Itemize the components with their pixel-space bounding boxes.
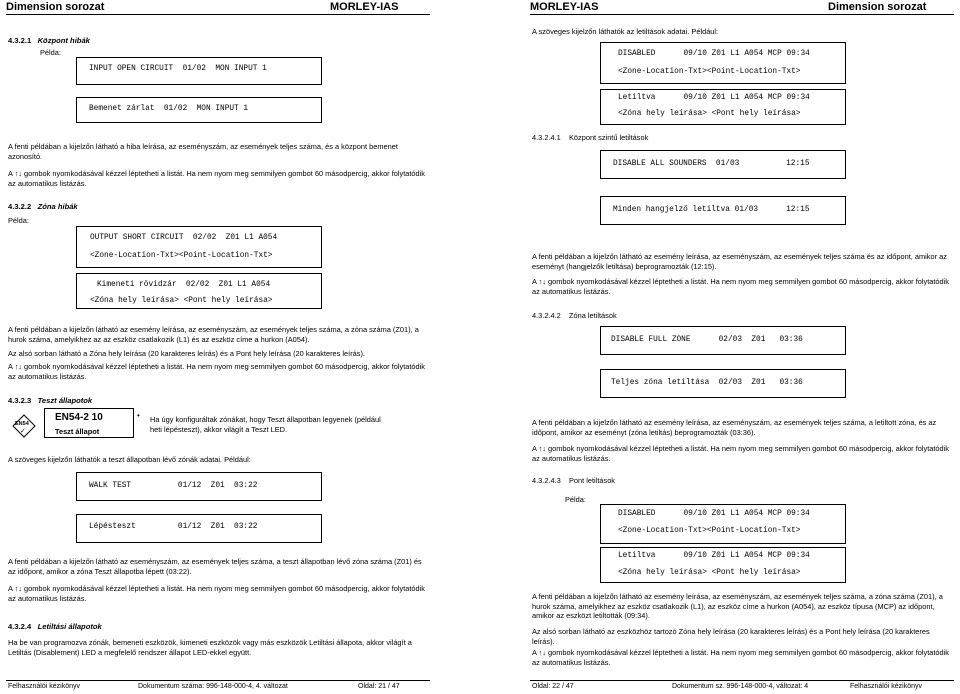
paragraph: Ha be van programozva zónák, bemeneti eszközök, kimeneti eszközök vagy más eszközök Letiltási állapota, akkor világít a Letiltás (Disablement) LED a megfelelő rendszer állapot LED-ekkel együtt.: [8, 638, 412, 657]
arrow-up-down-icon: ↑↓: [538, 277, 546, 286]
paragraph: A fenti példában a kijelzőn látható az esemény leírása, az eseményszám, az események teljes száma és az időpont, amikor az eseményt (hangjelzők letiltása) beprogramozták (12:15).: [532, 252, 947, 271]
paragraph: A ↑↓ gombok nyomkodásával kézzel léptetheti a listát. Ha nem nyom meg semmilyen gombot 60 másodpercig, akkor folytatódik az automatikus listázás.: [8, 362, 425, 381]
section-heading: 4.3.2.3 Teszt állapotok: [8, 396, 93, 405]
left-footer-rule: [6, 680, 430, 681]
footer-page: Oldal: 22 / 47: [532, 683, 574, 690]
paragraph: A ↑↓ gombok nyomkodásával kézzel léptetheti a listát. Ha nem nyom meg semmilyen gombot 60 másodpercig, akkor folytatódik az automatikus listázás.: [532, 444, 949, 463]
display-line: Letiltva 09/10 Z01 L1 A054 MCP 09:34: [618, 94, 810, 102]
section-heading: 4.3.2.4 Letiltási állapotok: [8, 622, 102, 631]
arrow-up-down-icon: ↑↓: [14, 362, 22, 371]
paragraph: A ↑↓ gombok nyomkodásával kézzel léptetheti a listát. Ha nem nyom meg semmilyen gombot 60 másodpercig, akkor folytatódik az automatikus listázás.: [532, 648, 949, 667]
arrow-up-down-icon: ↑↓: [14, 169, 22, 178]
display-box: [76, 57, 322, 85]
display-box: [600, 196, 846, 225]
footer-manual: Felhasználói kézikönyv: [850, 683, 922, 690]
display-line: <Zóna hely leírása> <Pont hely leírása>: [90, 297, 273, 305]
display-line: INPUT OPEN CIRCUIT 01/02 MON INPUT 1: [89, 65, 267, 73]
display-box: [76, 514, 322, 543]
display-box: [76, 226, 322, 268]
left-header-brand: MORLEY-IAS: [330, 1, 399, 13]
footer-doc-number: Dokumentum sz. 996-148-000-4, változat: 4: [672, 683, 809, 690]
arrow-up-down-icon: ↑↓: [14, 584, 22, 593]
paragraph: A fenti példában a kijelzőn látható az esemény leírása, az eseményszám, az események teljes száma, a zóna száma (Z01), a hurok száma, amelyikhez az az eszköz csatlakozik (L1) és az eszköz címe a hurkon (A054).: [8, 325, 419, 344]
section-heading: 4.3.2.4.3 Pont letiltások: [532, 476, 615, 485]
en54-reference-sub: Teszt állapot: [55, 427, 100, 436]
paragraph: Az alsó sorban látható a Zóna hely leírása (20 karakteres leírás) és a Pont hely leírása (20 karakteres leírás).: [8, 349, 365, 358]
display-line: Minden hangjelző letiltva 01/03 12:15: [613, 206, 810, 214]
display-line: <Zóna hely leírása> <Pont hely leírása>: [618, 569, 801, 577]
display-line: DISABLE FULL ZONE 02/03 Z01 03:36: [611, 336, 803, 344]
example-label: Példa:: [40, 48, 61, 57]
bullet-text: Ha úgy konfiguráltak zónákat, hogy Teszt állapotban legyenek (például heti lépésteszt), akkor világít a Teszt LED.: [150, 415, 381, 434]
display-line: DISABLED 09/10 Z01 L1 A054 MCP 09:34: [618, 510, 810, 518]
paragraph: A fenti példában a kijelzőn látható az esemény leírása, az eseményszám, az események teljes száma, a zóna száma (Z01), a hurok száma, amelyikhez az eszköz csatlakozik (L1), az eszköz címe a hurkon (A054), az eszköz típusa (MCP) az időpont, amikor az eszközt letiltották (09:34).: [532, 592, 943, 620]
display-line: WALK TEST 01/12 Z01 03:22: [89, 482, 258, 490]
display-box: [76, 273, 322, 309]
section-heading: 4.3.2.1 Központ hibák: [8, 36, 90, 45]
footer-manual: Felhasználói kézikönyv: [8, 683, 80, 690]
display-box: [600, 326, 846, 355]
display-line: <Zóna hely leírása> <Pont hely leírása>: [618, 110, 801, 118]
check-icon: ✓: [20, 428, 26, 435]
right-header-title: Dimension sorozat: [828, 1, 927, 13]
example-label: Példa:: [565, 495, 586, 504]
display-line: <Zone-Location-Txt><Point-Location-Txt>: [90, 252, 273, 260]
right-header-brand: MORLEY-IAS: [530, 1, 599, 13]
right-header-rule: [530, 14, 954, 15]
display-line: Kimeneti rövidzár 02/02 Z01 L1 A054: [97, 281, 271, 289]
display-box: [600, 150, 846, 179]
display-line: Lépésteszt 01/12 Z01 03:22: [89, 523, 258, 531]
paragraph: Az alsó sorban látható az eszközhöz tartozó Zóna hely leírása (20 karakteres leírás) és a Pont hely leírása (20 karakteres leírás).: [532, 627, 930, 646]
bullet-icon: •: [137, 411, 140, 420]
display-box: [600, 369, 846, 398]
en54-reference-title: EN54-2 10: [55, 412, 103, 423]
footer-doc-number: Dokumentum száma: 996-148-000-4, 4. változat: [138, 683, 288, 690]
display-box: [600, 547, 846, 583]
display-box: [600, 504, 846, 544]
display-line: Teljes zóna letiltása 02/03 Z01 03:36: [611, 379, 803, 387]
section-heading: 4.3.2.4.1 Központ szintű letiltások: [532, 133, 649, 142]
display-box: [76, 97, 322, 123]
display-box: [600, 89, 846, 125]
paragraph: A ↑↓ gombok nyomkodásával kézzel léptetheti a listát. Ha nem nyom meg semmilyen gombot 60 másodpercig, akkor folytatódik az automatikus listázás.: [8, 169, 425, 188]
paragraph: A fenti példában a kijelzőn látható az eseményszám, az események teljes száma, a teszt állapotban lévő zóna száma (Z01) és az időpont, amikor a zóna Teszt állapotba lépett (03:22).: [8, 557, 422, 576]
section-heading: 4.3.2.2 Zóna hibák: [8, 202, 78, 211]
paragraph: A szöveges kijelzőn láthatók az letiltások adatai. Például:: [532, 27, 719, 36]
display-line: <Zone-Location-Txt><Point-Location-Txt>: [618, 68, 801, 76]
display-box: [600, 42, 846, 84]
display-line: Bemenet zárlat 01/02 MON INPUT 1: [89, 105, 249, 113]
paragraph: A fenti példában a kijelzőn látható az esemény leírása, az eseményszám, az események teljes száma, a letiltott zóna, és az időpont, amikor az eseményt (zóna letiltás) beprogramozták (03:36).: [532, 418, 937, 437]
display-line: OUTPUT SHORT CIRCUIT 02/02 Z01 L1 A054: [90, 234, 278, 242]
arrow-up-down-icon: ↑↓: [538, 648, 546, 657]
display-line: Letiltva 09/10 Z01 L1 A054 MCP 09:34: [618, 552, 810, 560]
display-line: DISABLED 09/10 Z01 L1 A054 MCP 09:34: [618, 50, 810, 58]
section-heading: 4.3.2.4.2 Zóna letiltások: [532, 311, 617, 320]
paragraph: A ↑↓ gombok nyomkodásával kézzel léptetheti a listát. Ha nem nyom meg semmilyen gombot 60 másodpercig, akkor folytatódik az automatikus listázás.: [8, 584, 425, 603]
display-line: <Zone-Location-Txt><Point-Location-Txt>: [618, 527, 801, 535]
paragraph: A fenti példában a kijelzőn látható a hiba leírása, az eseményszám, az események teljes száma, és a központ bemenet azonosító.: [8, 142, 398, 161]
left-header-rule: [6, 14, 430, 15]
left-header-title: Dimension sorozat: [6, 1, 105, 13]
paragraph: A ↑↓ gombok nyomkodásával kézzel léptetheti a listát. Ha nem nyom meg semmilyen gombot 60 másodpercig, akkor folytatódik az automatikus listázás.: [532, 277, 949, 296]
footer-page: Oldal: 21 / 47: [358, 683, 400, 690]
en54-reference-box: [44, 408, 134, 438]
right-footer-rule: [530, 680, 954, 681]
paragraph: A szöveges kijelzőn láthatók a teszt állapotban lévő zónák adatai. Például:: [8, 455, 251, 464]
arrow-up-down-icon: ↑↓: [538, 444, 546, 453]
en54-badge-label: EN54: [15, 421, 29, 427]
display-box: [76, 472, 322, 501]
example-label: Példa:: [8, 216, 29, 225]
display-line: DISABLE ALL SOUNDERS 01/03 12:15: [613, 160, 810, 168]
